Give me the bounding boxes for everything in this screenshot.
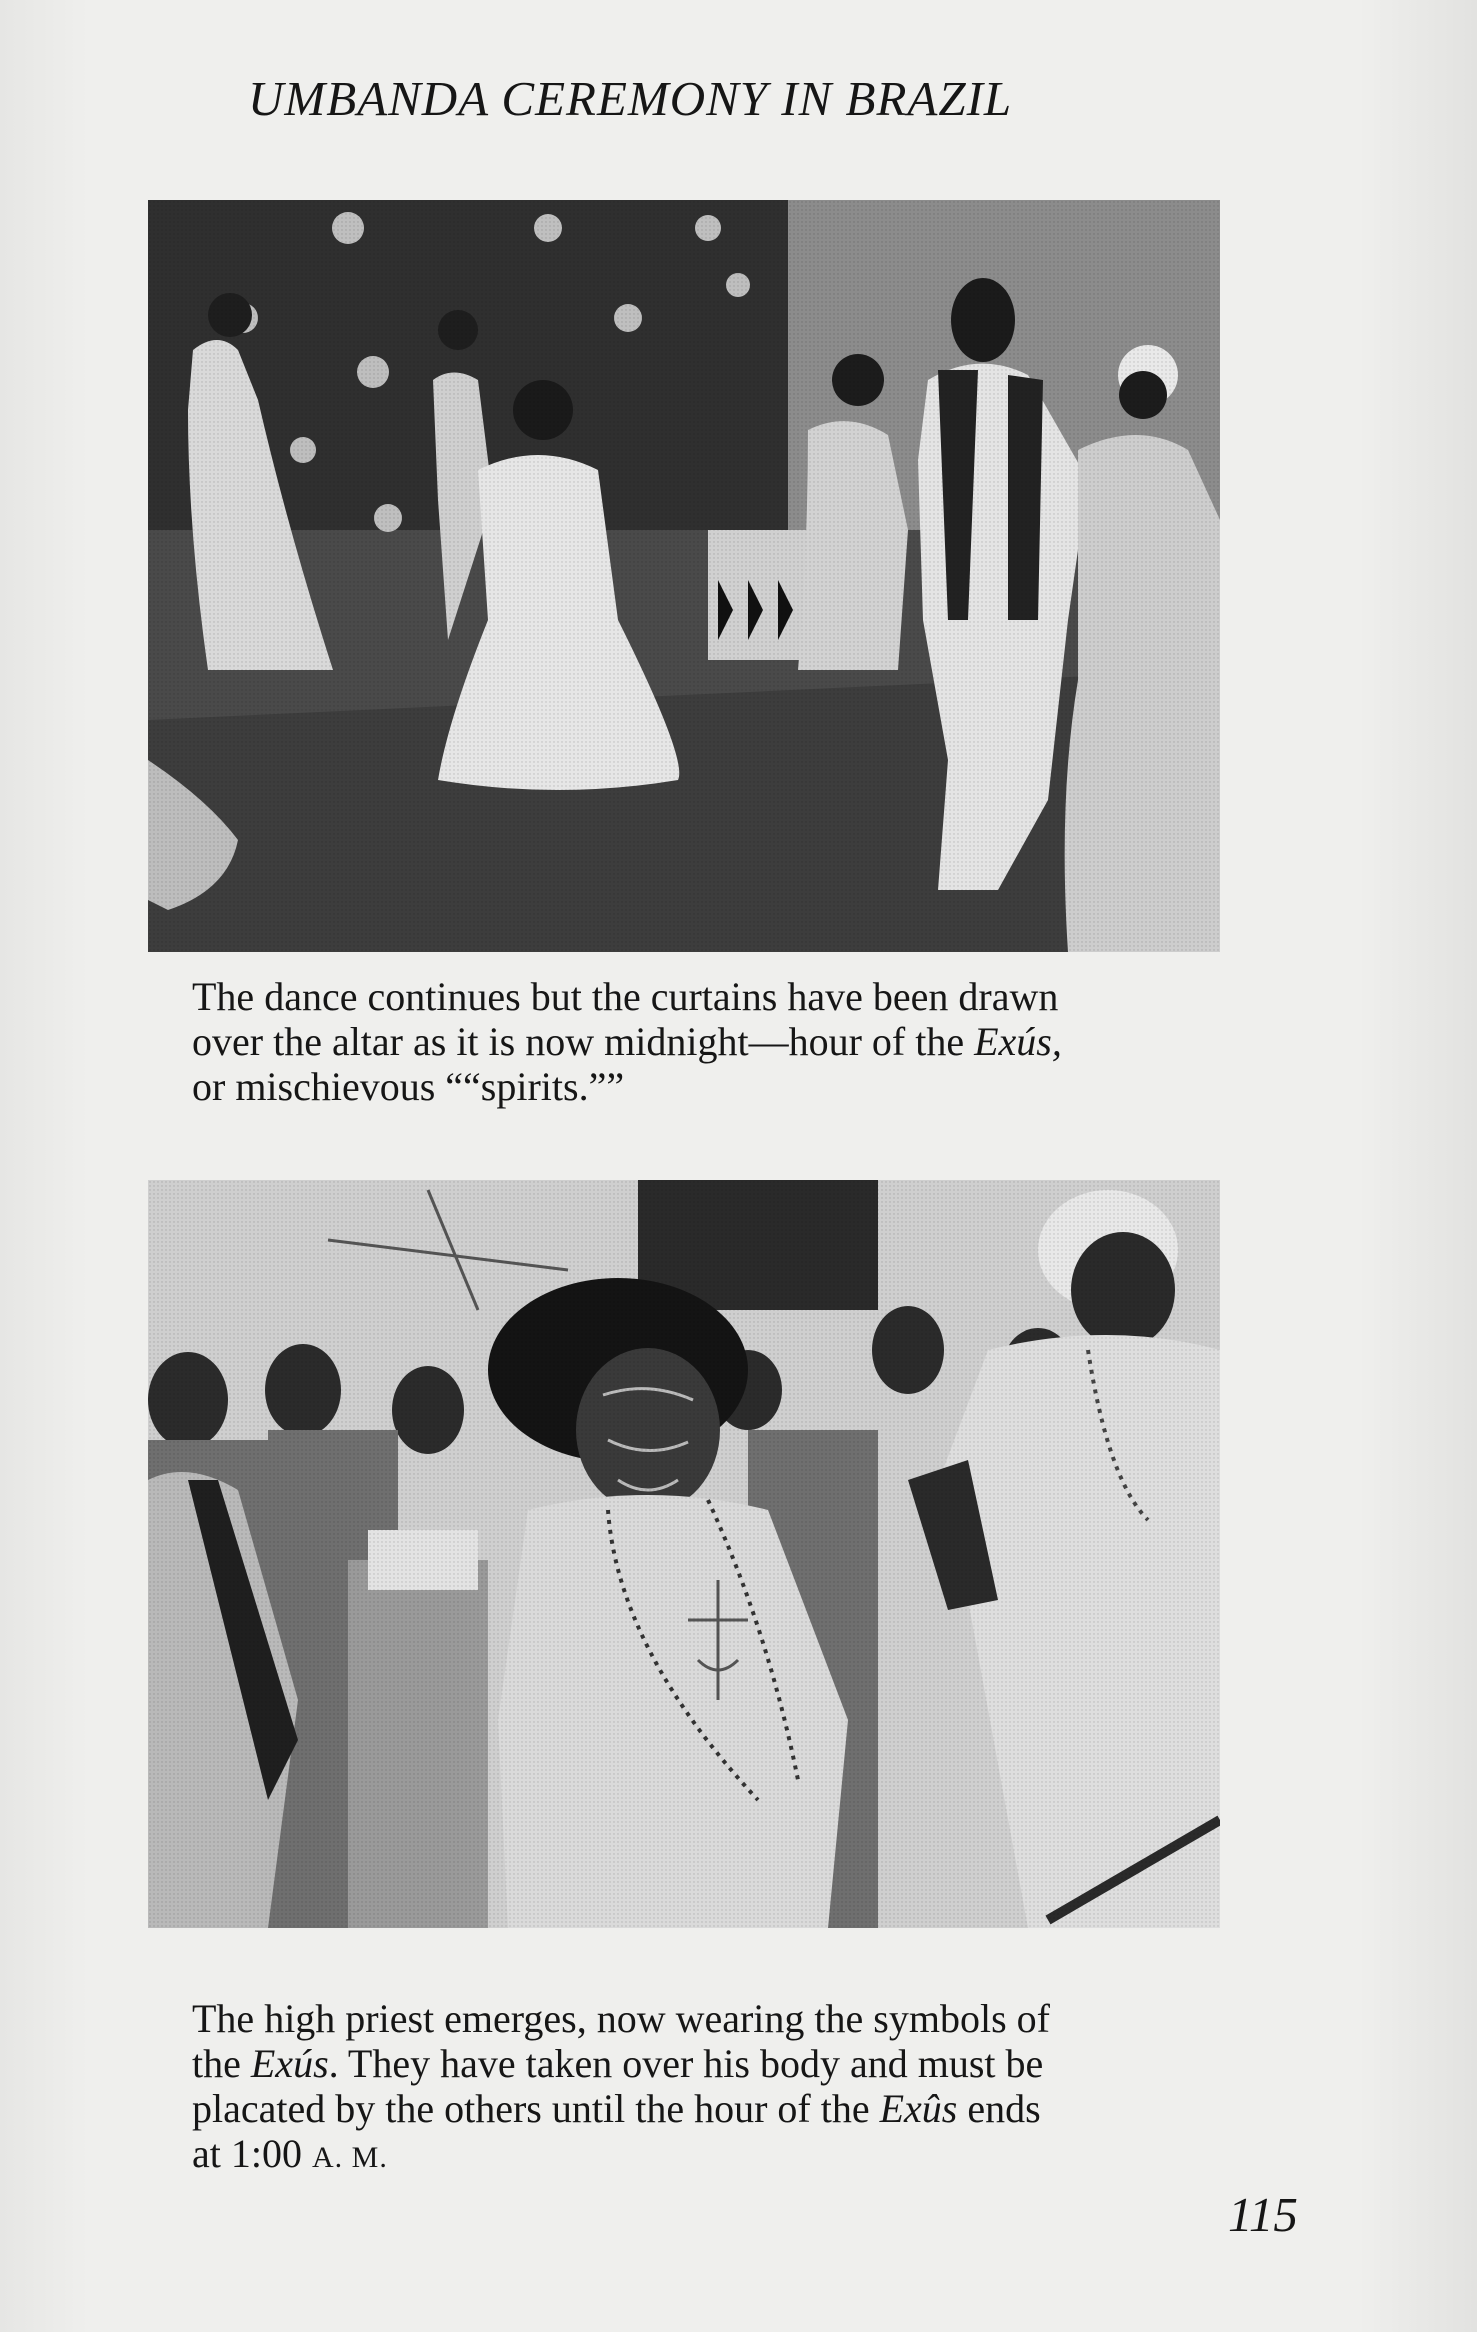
page-number: 115 [1228, 2187, 1298, 2242]
caption1-line2 [192, 1019, 1232, 1064]
caption2-line4 [192, 2131, 1232, 2180]
caption2-line2 [192, 2041, 1232, 2086]
photo-midnight-dance [148, 200, 1220, 952]
caption-photo-midnight-dance [192, 974, 1232, 1109]
running-head: UMBANDA CEREMONY IN BRAZIL [248, 71, 1013, 126]
caption2-line2-text: the [192, 2041, 251, 2086]
caption2-line1: The high priest emerges, now wearing the symbols of [192, 1996, 1050, 2041]
caption2-line2-italic: Exús [250, 2041, 329, 2086]
caption1-line1: The dance continues but the curtains have been drawn [192, 974, 1059, 1019]
caption2-line4-smallcaps: A. M. [311, 2141, 388, 2174]
caption2-line4-text: at 1:00 [192, 2131, 312, 2176]
caption2-line3 [192, 2086, 1232, 2131]
caption2-line2-rest: . They have taken over his body and must be [328, 2041, 1044, 2086]
caption2-line3-rest: ends [957, 2086, 1041, 2131]
photo-high-priest-image [148, 1180, 1220, 1928]
caption1-line2-text: over the altar as it is now midnight—hour of the [192, 1019, 975, 1064]
photo-high-priest [148, 1180, 1220, 1928]
photo-midnight-dance-image [148, 200, 1220, 952]
caption1-line3: or mischievous ““spirits.”” [192, 1064, 625, 1109]
caption2-line3-italic: Exûs [879, 2086, 958, 2131]
caption1-line2-italic: Exús, [974, 1019, 1062, 1064]
caption2-line3-text: placated by the others until the hour of the [192, 2086, 880, 2131]
caption-photo-high-priest [192, 1996, 1232, 2180]
